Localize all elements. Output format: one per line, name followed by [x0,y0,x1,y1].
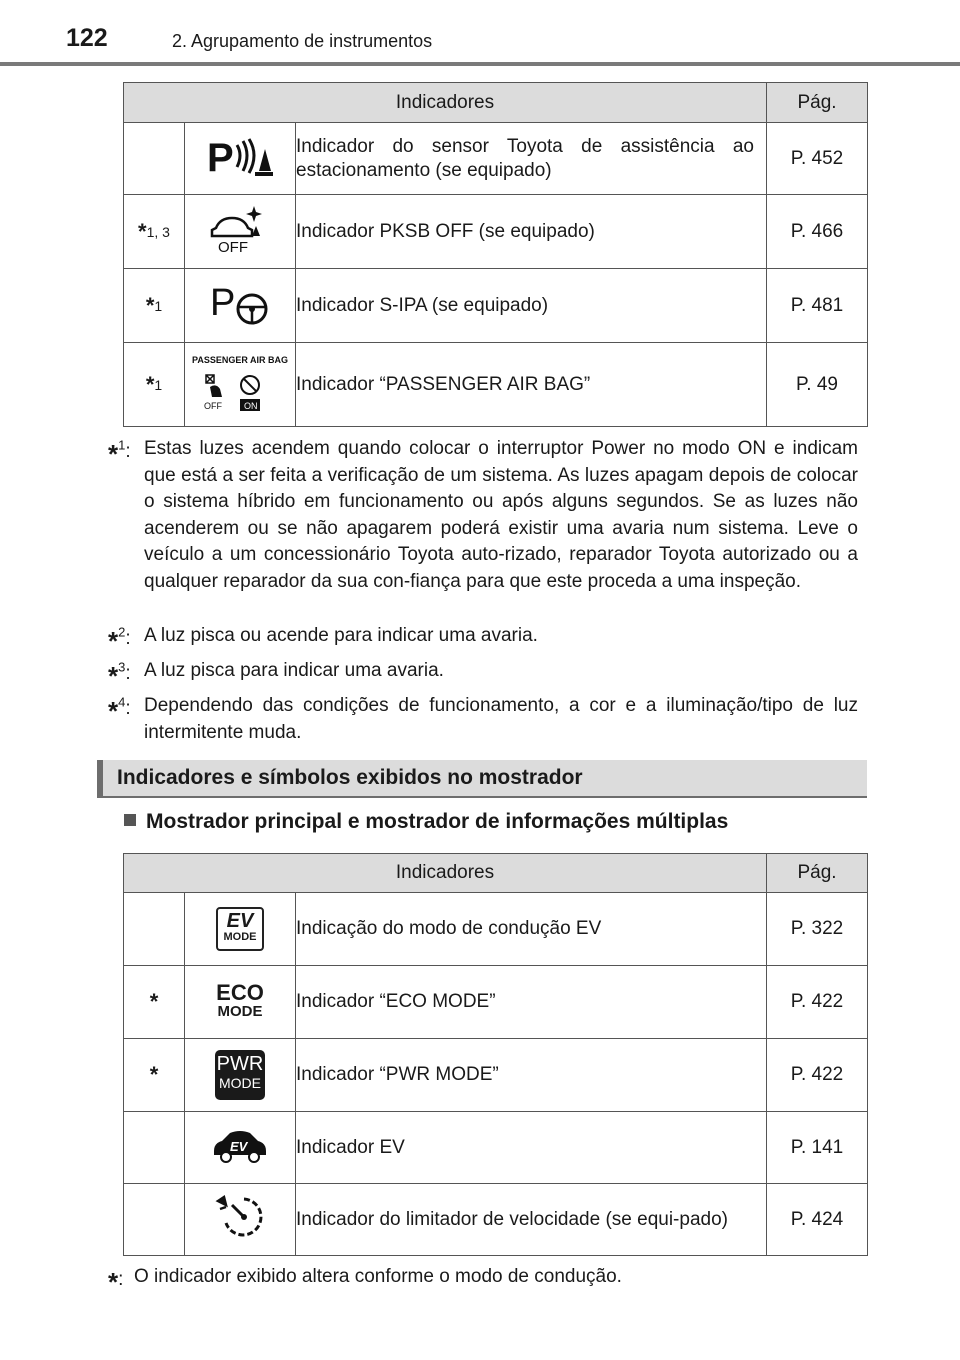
asterisk: * [145,371,155,397]
row-mark [124,966,185,1039]
row-description: Indicador “ECO MODE” [296,966,767,1039]
table-row [124,343,868,427]
row-page: P. 424 [767,1184,868,1256]
row-mark [124,1112,185,1184]
row-page: P. 422 [767,1039,868,1112]
footnote-key: *: [108,1267,124,1297]
passenger-airbag-icon [185,343,296,427]
indicators-table-1 [123,82,868,427]
footnote-key: *$^1$: [108,437,131,469]
table-row [124,966,868,1039]
table-row [124,269,868,343]
row-mark [124,123,185,195]
row-mark [124,195,185,269]
row-page: P. 322 [767,893,868,966]
page-number: 122 [66,24,108,52]
footnote-key: *$^3$: [108,659,131,691]
row-page: P. 49 [767,343,868,427]
col-header-indicators: Indicadores [124,83,767,123]
table-row [124,1184,868,1256]
subsection-title: Mostrador principal e mostrador de informações múltiplas [124,810,728,834]
chapter-title: 2. Agrupamento de instrumentos [172,31,433,51]
footnote-text: A luz pisca ou acende para indicar uma avaria. [144,625,538,646]
row-mark [124,1039,185,1112]
row-mark [124,343,185,427]
svg-text:EV: EV [230,1138,248,1154]
ev-mode-icon: EV MODE [185,893,296,966]
row-description: Indicador S-IPA (se equipado) [296,269,767,343]
row-description: Indicador do limitador de velocidade (se equi-pado) [296,1184,767,1256]
eco-mode-icon: ECO MODE [185,966,296,1039]
asterisk: * [149,989,159,1014]
footnote [108,658,858,691]
footnote [108,1264,858,1297]
col-header-page: Pág. [767,83,868,123]
col-header-indicators: Indicadores [124,854,767,893]
footnote-text: O indicador exibido altera conforme o modo de condução. [134,1266,622,1287]
row-page: P. 422 [767,966,868,1039]
square-bullet-icon [124,814,136,826]
table-row [124,893,868,966]
row-description: Indicador EV [296,1112,767,1184]
col-header-page: Pág. [767,854,868,893]
footnote-ref: 1, 3 [146,223,170,240]
row-page: P. 141 [767,1112,868,1184]
parking-sensor-icon [185,123,296,195]
svg-text:ON: ON [244,400,258,411]
row-mark [124,893,185,966]
pwr-mode-icon: PWR MODE [185,1039,296,1112]
row-page: P. 481 [767,269,868,343]
ev-car-icon [185,1112,296,1184]
header-divider [0,62,960,66]
section-header [97,760,867,798]
section-title: Indicadores e símbolos exibidos no mostrador [117,766,583,789]
speed-limiter-icon [185,1184,296,1256]
row-description: Indicador “PWR MODE” [296,1039,767,1112]
footnote-text: Dependendo das condições de funcionamento, a cor e a iluminação/tipo de luz intermitente muda. [144,695,858,743]
footnote-text: A luz pisca para indicar uma avaria. [144,660,444,681]
footnote-text: Estas luzes acendem quando colocar o interruptor Power no modo ON e indicam que está a ser feita a verificação de um sistema. As luzes apagam depois de colocar o sistema híbrido em funcionamento ou após alguns segundos. Se as luzes não acenderem ou se não apagarem poderá existir uma avaria num sistema. Leve o veículo a um concessionário Toyota auto-rizado, reparador Toyota autorizado ou a qualquer reparador da sua con-fiança para que este proceda a uma inspeção. [144,438,858,592]
row-description: Indicação do modo de condução EV [296,893,767,966]
s-ipa-icon [185,269,296,343]
asterisk: * [138,218,147,244]
pksb-off-icon [185,195,296,269]
table-row [124,1039,868,1112]
footnote-key: *$^2$: [108,624,131,656]
asterisk: * [149,1062,159,1087]
row-page: P. 452 [767,123,868,195]
footnote-ref: 1 [154,376,163,393]
svg-text:P: P [210,281,236,324]
footnote [108,623,858,656]
table-row [124,123,868,195]
footnote [108,693,858,746]
table-row [124,1112,868,1184]
svg-text:OFF: OFF [204,400,222,411]
row-description: Indicador PKSB OFF (se equipado) [296,195,767,269]
row-description: Indicador do sensor Toyota de assistência ao estacionamento (se equipado) [296,123,767,195]
row-mark [124,269,185,343]
footnote-ref: 1 [154,297,163,314]
table-row [124,195,868,269]
row-mark [124,1184,185,1256]
row-description: Indicador “PASSENGER AIR BAG” [296,343,767,427]
indicators-table-2 [123,853,868,1256]
asterisk: * [145,292,155,318]
svg-text:P: P [207,135,234,179]
page-header [62,22,862,62]
svg-text:OFF: OFF [218,238,248,254]
footnote-key: *$^4$: [108,694,131,726]
svg-text:PASSENGER AIR BAG: PASSENGER AIR BAG [192,354,289,365]
footnote [108,436,858,596]
row-page: P. 466 [767,195,868,269]
